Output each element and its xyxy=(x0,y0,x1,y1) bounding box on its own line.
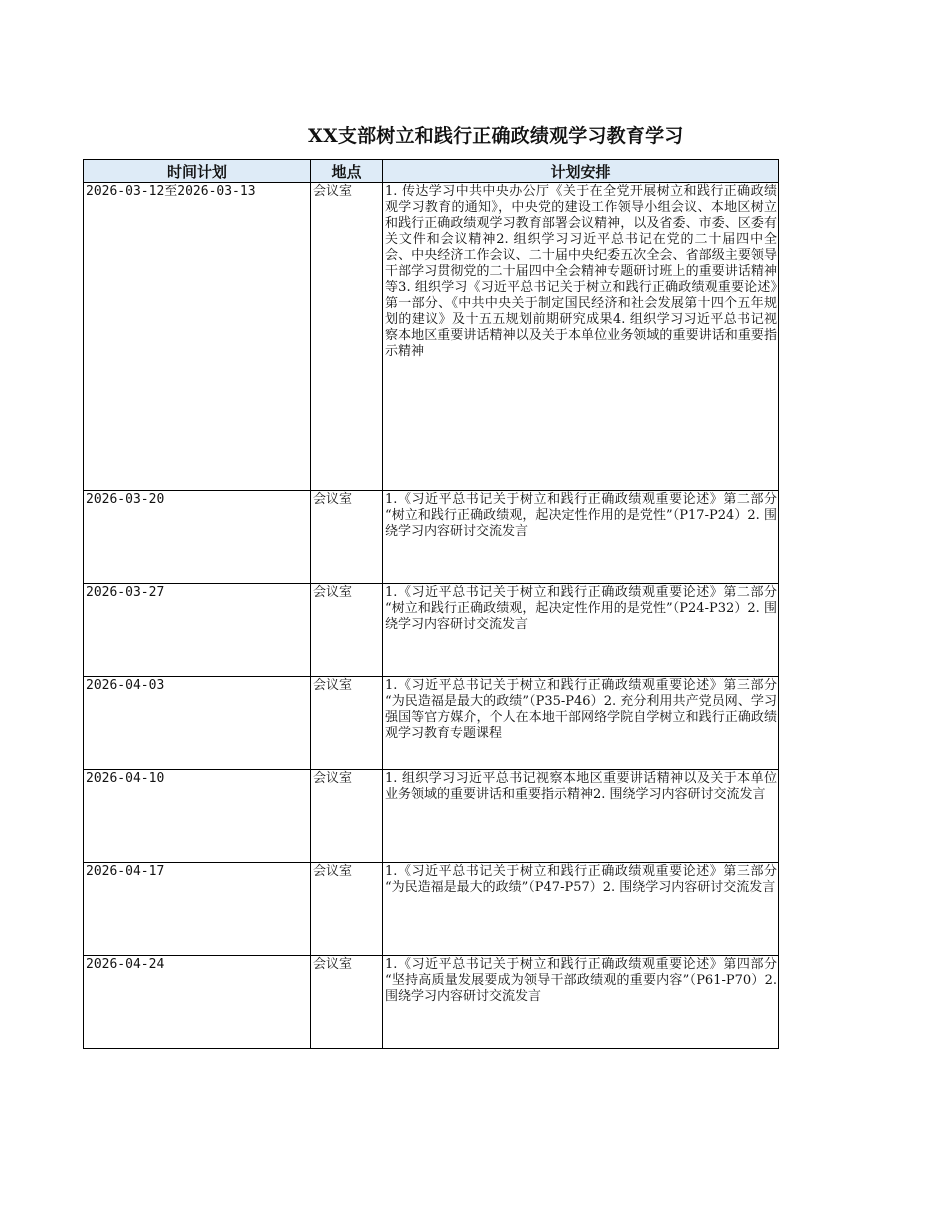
row-place: 会议室 xyxy=(311,183,383,491)
row-time: 2026-04-03 xyxy=(84,677,311,770)
table-row xyxy=(84,491,779,584)
header-place: 地点 xyxy=(311,160,383,183)
row-plan: 1. 传达学习中共中央办公厅《关于在全党开展树立和践行正确政绩观学习教育的通知》，中央党的建设工作领导小组会议、本地区树立和践行正确政绩观学习教育部署会议精神，以及省委、市委、区委有关文件和会议精神2. 组织学习习近平总书记在党的二十届四中全会、中央经济工作会议、二十届中央纪委五次全会、省部级主要领导干部学习贯彻党的二十届四中全会精神专题研讨班上的重要讲话精神等3. 组织学习《习近平总书记关于树立和践行正确政绩观重要论述》第一部分、《中共中央关于制定国民经济和社会发展第十四个五年规划的建议》及十五五规划前期研究成果4. 组织学习习近平总书记视察本地区重要讲话精神以及关于本单位业务领域的重要讲话和重要指示精神 xyxy=(383,183,779,491)
table-row xyxy=(84,183,779,491)
row-time: 2026-03-20 xyxy=(84,491,311,584)
row-place: 会议室 xyxy=(311,491,383,584)
row-plan: 1. 组织学习习近平总书记视察本地区重要讲话精神以及关于本单位业务领域的重要讲话和重要指示精神2. 围绕学习内容研讨交流发言 xyxy=(383,770,779,863)
table-row xyxy=(84,956,779,1049)
row-plan: 1.《习近平总书记关于树立和践行正确政绩观重要论述》第四部分 “坚持高质量发展要成为领导干部政绩观的重要内容”（P61-P70）2. 围绕学习内容研讨交流发言 xyxy=(383,956,779,1049)
row-time: 2026-04-17 xyxy=(84,863,311,956)
row-plan: 1.《习近平总书记关于树立和践行正确政绩观重要论述》第二部分 “树立和践行正确政绩观，起决定性作用的是党性”（P17-P24）2. 围绕学习内容研讨交流发言 xyxy=(383,491,779,584)
row-place: 会议室 xyxy=(311,863,383,956)
table-row xyxy=(84,584,779,677)
table-row xyxy=(84,770,779,863)
header-plan: 计划安排 xyxy=(383,160,779,183)
document-title: XX支部树立和践行正确政绩观学习教育学习 xyxy=(308,125,684,147)
row-place: 会议室 xyxy=(311,956,383,1049)
study-plan-table xyxy=(83,159,779,1049)
row-place: 会议室 xyxy=(311,770,383,863)
row-plan: 1.《习近平总书记关于树立和践行正确政绩观重要论述》第三部分 “为民造福是最大的政绩”（P47-P57）2. 围绕学习内容研讨交流发言 xyxy=(383,863,779,956)
table-header-row xyxy=(84,160,779,183)
row-time: 2026-03-12至2026-03-13 xyxy=(84,183,311,491)
header-time: 时间计划 xyxy=(84,160,311,183)
row-place: 会议室 xyxy=(311,677,383,770)
row-time: 2026-04-10 xyxy=(84,770,311,863)
table-row xyxy=(84,863,779,956)
table-row xyxy=(84,677,779,770)
row-plan: 1.《习近平总书记关于树立和践行正确政绩观重要论述》第三部分 “为民造福是最大的政绩”（P35-P46）2. 充分利用共产党员网、学习强国等官方媒介，个人在本地干部网络学院自学树立和践行正确政绩观学习教育专题课程 xyxy=(383,677,779,770)
row-place: 会议室 xyxy=(311,584,383,677)
row-plan: 1.《习近平总书记关于树立和践行正确政绩观重要论述》第二部分 “树立和践行正确政绩观，起决定性作用的是党性”（P24-P32）2. 围绕学习内容研讨交流发言 xyxy=(383,584,779,677)
row-time: 2026-04-24 xyxy=(84,956,311,1049)
row-time: 2026-03-27 xyxy=(84,584,311,677)
